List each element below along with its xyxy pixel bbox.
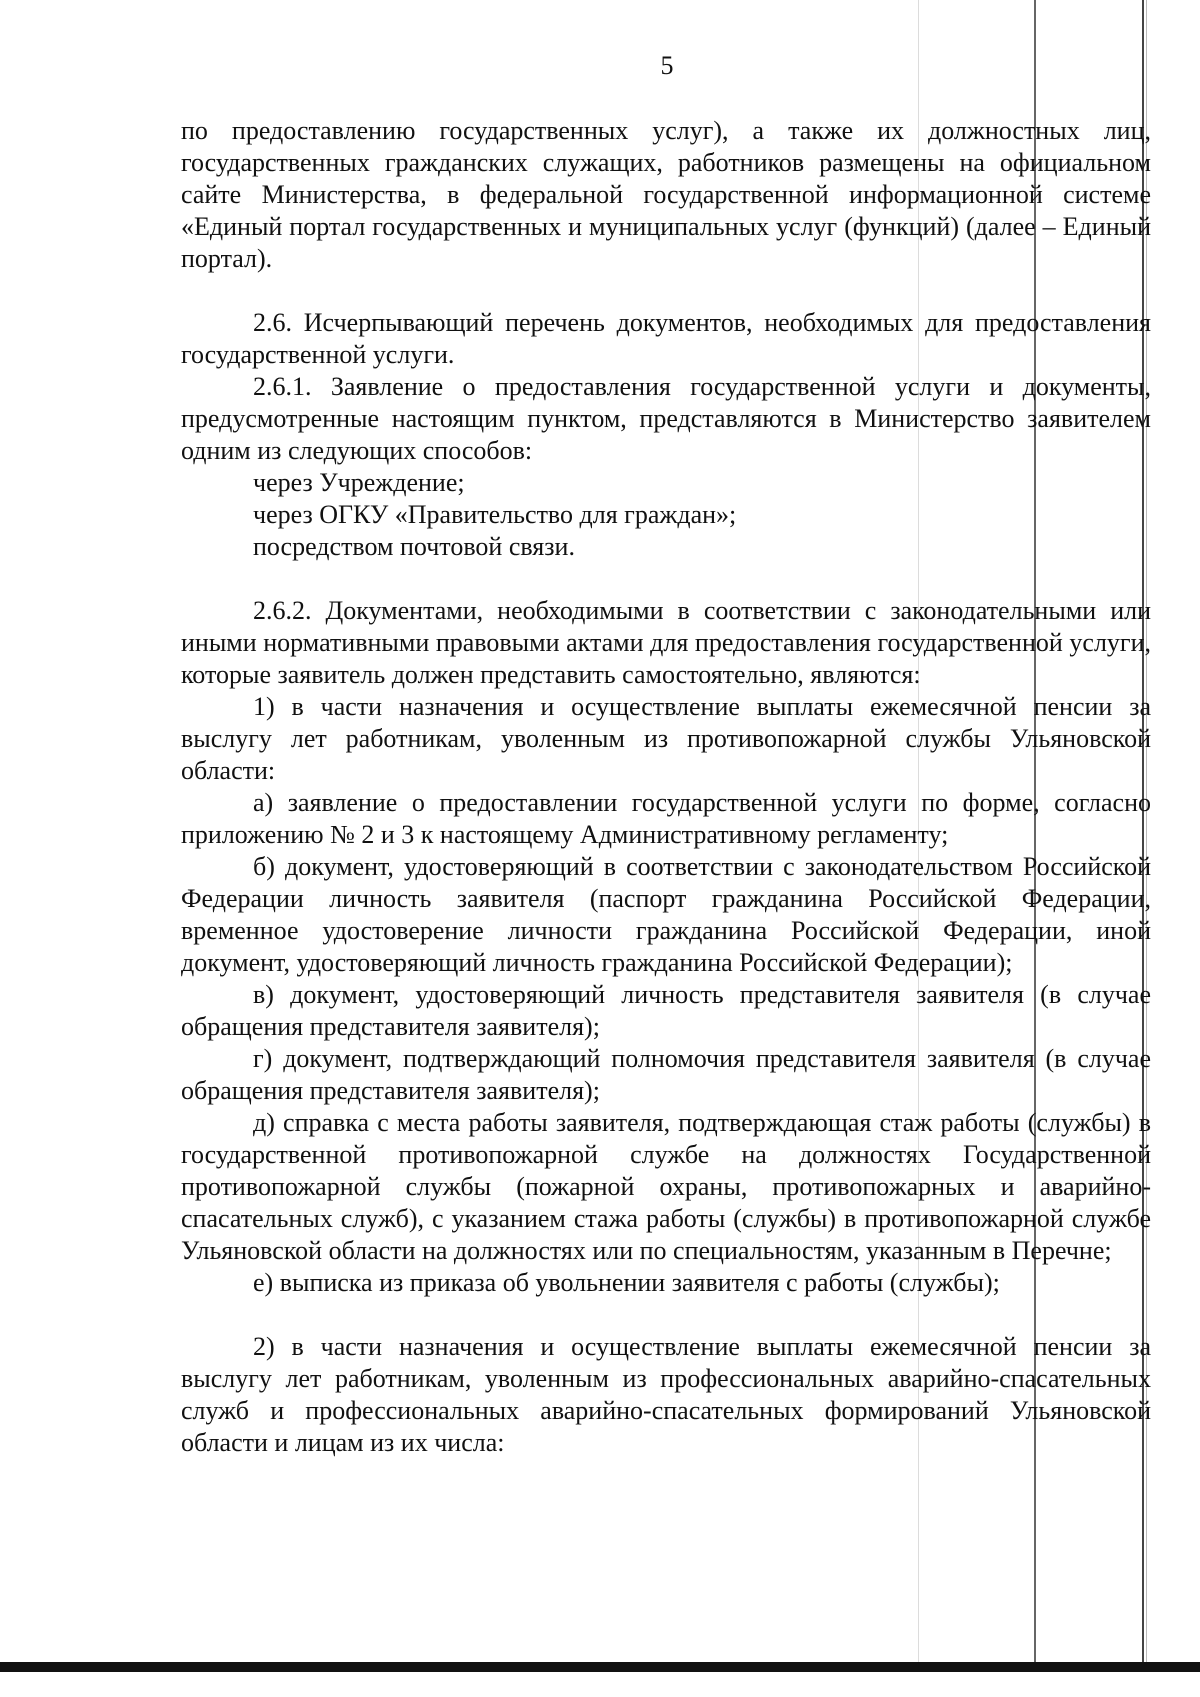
paragraph-2-6-2: 2.6.2. Документами, необходимыми в соответствии с законодательными или иными нормативными правовыми актами для предоставления государственной услуги, которые заявитель должен представить самостоятельно, являются: [181,596,1151,689]
paragraph-subitem-b: б) документ, удостоверяющий в соответствии с законодательством Российской Федерации личность заявителя (паспорт гражданина Российской Федерации, временное удостоверение личности гражданина Российской Федерации, иной документ, удостоверяющий личность гражданина Российской Федерации); [181,852,1151,977]
paragraph-item-2: 2) в части назначения и осуществление выплаты ежемесячной пенсии за выслугу лет работникам, уволенным из профессиональных аварийно-спасательных служб и профессиональных аварийно-спасательных формирований Ульяновской области и лицам из их числа: [181,1332,1151,1457]
list-item-method: через ОГКУ «Правительство для граждан»; [253,500,737,529]
scan-bottom-border [0,1662,1200,1672]
page-number: 5 [660,51,674,80]
paragraph-item-1: 1) в части назначения и осуществление выплаты ежемесячной пенсии за выслугу лет работникам, уволенным из противопожарной службы Ульяновской области: [181,692,1151,785]
paragraph-subitem-e: е) выписка из приказа об увольнении заявителя с работы (службы); [253,1268,1000,1297]
paragraph-subitem-a: а) заявление о предоставлении государственной услуги по форме, согласно приложению № 2 и 3 к настоящему Административному регламенту; [181,788,1151,849]
paragraph-2-6-1: 2.6.1. Заявление о предоставления государственной услуги и документы, предусмотренные настоящим пунктом, представляются в Министерство заявителем одним из следующих способов: [181,372,1151,465]
paragraph-subitem-v: в) документ, удостоверяющий личность представителя заявителя (в случае обращения представителя заявителя); [181,980,1151,1041]
list-item-method: через Учреждение; [253,468,465,497]
paragraph-subitem-d: д) справка с места работы заявителя, подтверждающая стаж работы (службы) в государственной противопожарной службе на должностях Государственной противопожарной службы (пожарной охраны, противопожарных и аварийно-спасательных служб), с указанием стажа работы (службы) в противопожарной службе Ульяновской области на должностях или по специальностям, указанным в Перечне; [181,1108,1151,1265]
list-item-method: посредством почтовой связи. [253,532,575,561]
paragraph-subitem-g: г) документ, подтверждающий полномочия представителя заявителя (в случае обращения представителя заявителя); [181,1044,1151,1105]
scan-bottom-margin [0,1672,1200,1697]
paragraph-2-6-heading: 2.6. Исчерпывающий перечень документов, необходимых для предоставления государственной услуги. [181,308,1151,369]
document-body [181,115,1151,1459]
paragraph-intro-continuation: по предоставлению государственных услуг), а также их должностных лиц, государственных гражданских служащих, работников размещены на официальном сайте Министерства, в федеральной государственной информационной системе «Единый портал государственных и муниципальных услуг (функций) (далее – Единый портал). [181,116,1151,273]
